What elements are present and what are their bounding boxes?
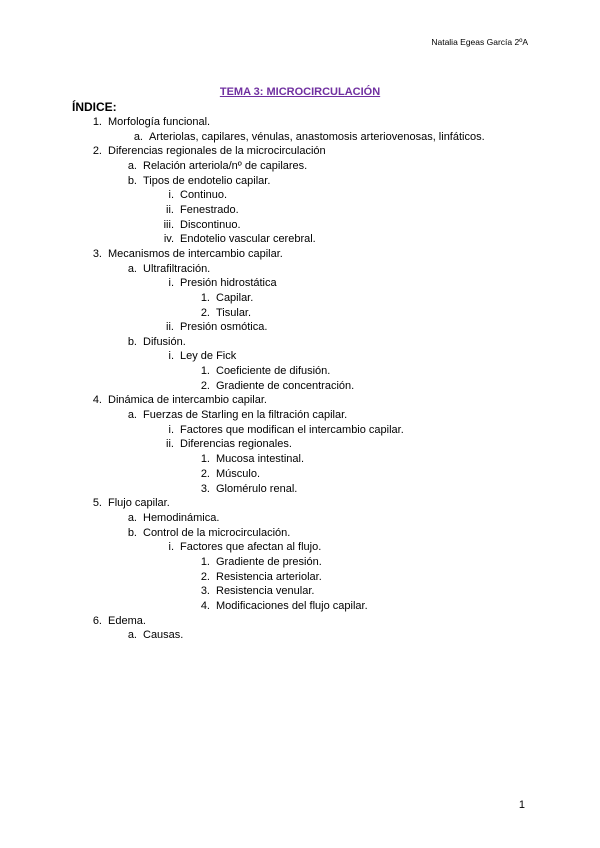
index-marker: 4.: [92, 394, 102, 406]
index-marker: ii.: [166, 438, 174, 450]
index-marker: 2.: [200, 307, 210, 319]
index-text: Mucosa intestinal.: [216, 453, 305, 465]
index-marker: a.: [127, 629, 137, 641]
index-item: [133, 131, 485, 143]
index-text: Diferencias regionales de la microcirculación: [108, 145, 326, 157]
index-marker: a.: [127, 160, 137, 172]
index-marker: 1.: [200, 365, 210, 377]
document-title: TEMA 3: MICROCIRCULACIÓN: [219, 86, 381, 98]
index-marker: i.: [168, 424, 174, 436]
index-marker: iii.: [163, 219, 174, 231]
index-marker: 4.: [200, 600, 210, 612]
index-marker: i.: [168, 350, 174, 362]
index-item: [163, 219, 241, 231]
index-item: [200, 571, 322, 583]
index-marker: iv.: [163, 233, 174, 245]
index-text: Gradiente de presión.: [216, 556, 322, 568]
index-item: [200, 585, 315, 597]
index-item: [92, 615, 146, 627]
index-item: [92, 394, 267, 406]
index-text: Músculo.: [216, 468, 261, 480]
index-item: [92, 145, 326, 157]
index-marker: 2.: [200, 571, 210, 583]
index-marker: 3.: [200, 585, 210, 597]
index-marker: a.: [127, 263, 137, 275]
index-item: [200, 380, 355, 392]
page-header-author: Natalia Egeas García 2ºA: [431, 37, 528, 47]
index-item: [166, 321, 268, 333]
index-text: Resistencia arteriolar.: [216, 571, 322, 583]
index-item: [200, 292, 254, 304]
index-text: Morfología funcional.: [108, 116, 211, 128]
index-text: Fenestrado.: [180, 204, 239, 216]
index-text: Difusión.: [143, 336, 186, 348]
index-marker: b.: [127, 527, 137, 539]
index-text: Factores que afectan al flujo.: [180, 541, 322, 553]
index-item: [163, 233, 316, 245]
index-marker: 3.: [200, 483, 210, 495]
index-text: Discontinuo.: [180, 219, 241, 231]
index-item: [92, 248, 283, 260]
index-marker: i.: [168, 189, 174, 201]
index-item: [200, 468, 261, 480]
index-text: Tipos de endotelio capilar.: [143, 175, 271, 187]
index-text: Factores que modifican el intercambio capilar.: [180, 424, 404, 436]
index-item: [168, 541, 322, 553]
index-marker: 1.: [92, 116, 102, 128]
index-item: [168, 277, 277, 289]
index-text: Ley de Fick: [180, 350, 237, 362]
index-marker: ii.: [166, 321, 174, 333]
index-marker: 2.: [200, 468, 210, 480]
index-marker: a.: [127, 512, 137, 524]
index-text: Causas.: [143, 629, 184, 641]
index-item: [127, 336, 186, 348]
index-marker: 5.: [92, 497, 102, 509]
index-text: Capilar.: [216, 292, 254, 304]
index-text: Tisular.: [216, 307, 252, 319]
page-number: 1: [518, 799, 525, 811]
index-text: Control de la microcirculación.: [143, 527, 291, 539]
index-heading: ÍNDICE:: [72, 100, 117, 114]
index-text: Coeficiente de difusión.: [216, 365, 331, 377]
index-item: [127, 409, 348, 421]
index-item: [200, 307, 252, 319]
index-text: Ultrafiltración.: [143, 263, 211, 275]
index-text: Dinámica de intercambio capilar.: [108, 394, 267, 406]
index-text: Hemodinámica.: [143, 512, 220, 524]
index-item: [127, 527, 291, 539]
index-text: Arteriolas, capilares, vénulas, anastomosis arteriovenosas, linfáticos.: [149, 131, 485, 143]
index-marker: 2.: [200, 380, 210, 392]
index-item: [127, 512, 220, 524]
index-marker: 1.: [200, 556, 210, 568]
index-item: [200, 483, 298, 495]
index-item: [166, 438, 292, 450]
index-item: [127, 263, 211, 275]
index-marker: i.: [168, 277, 174, 289]
index-marker: ii.: [166, 204, 174, 216]
index-text: Edema.: [108, 615, 146, 627]
index-text: Presión osmótica.: [180, 321, 268, 333]
index-item: [168, 350, 237, 362]
index-item: [200, 600, 368, 612]
index-text: Mecanismos de intercambio capilar.: [108, 248, 283, 260]
index-item: [200, 556, 322, 568]
index-text: Continuo.: [180, 189, 228, 201]
index-text: Glomérulo renal.: [216, 483, 298, 495]
index-marker: i.: [168, 541, 174, 553]
index-marker: 2.: [92, 145, 102, 157]
index-item: [127, 160, 308, 172]
index-item: [200, 453, 305, 465]
index-item: [168, 424, 404, 436]
index-text: Relación arteriola/nº de capilares.: [143, 160, 308, 172]
index-item: [168, 189, 228, 201]
index-text: Presión hidrostática: [180, 277, 277, 289]
index-item: [127, 175, 271, 187]
index-marker: 1.: [200, 453, 210, 465]
index-marker: b.: [127, 336, 137, 348]
index-marker: a.: [127, 409, 137, 421]
index-marker: b.: [127, 175, 137, 187]
index-marker: 1.: [200, 292, 210, 304]
index-marker: 6.: [92, 615, 102, 627]
index-marker: a.: [133, 131, 143, 143]
index-text: Gradiente de concentración.: [216, 380, 355, 392]
index-item: [166, 204, 239, 216]
index-text: Diferencias regionales.: [180, 438, 292, 450]
index-text: Flujo capilar.: [108, 497, 170, 509]
index-item: [92, 497, 170, 509]
index-item: [127, 629, 184, 641]
index-item: [200, 365, 331, 377]
index-marker: 3.: [92, 248, 102, 260]
index-text: Fuerzas de Starling en la filtración capilar.: [143, 409, 348, 421]
index-item: [92, 116, 211, 128]
index-text: Resistencia venular.: [216, 585, 315, 597]
index-text: Endotelio vascular cerebral.: [180, 233, 316, 245]
index-text: Modificaciones del flujo capilar.: [216, 600, 368, 612]
